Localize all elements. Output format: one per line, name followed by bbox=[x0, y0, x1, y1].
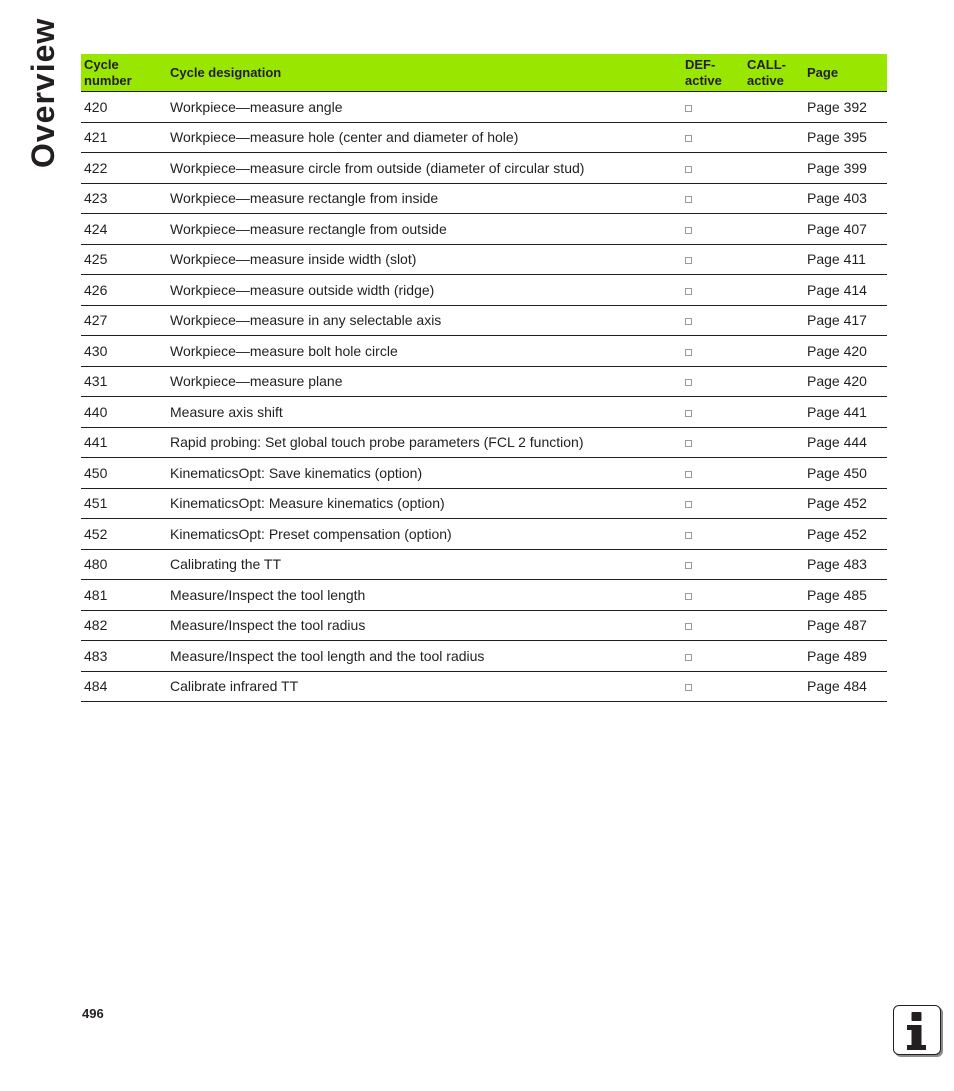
cycle-number: 425 bbox=[81, 244, 167, 275]
def-active-marker-icon bbox=[685, 654, 692, 661]
cycle-designation: KinematicsOpt: Preset compensation (option) bbox=[167, 519, 682, 550]
cycle-designation: Measure/Inspect the tool length and the tool radius bbox=[167, 641, 682, 672]
cycle-number: 450 bbox=[81, 458, 167, 489]
cycle-number: 451 bbox=[81, 488, 167, 519]
page-reference: Page 489 bbox=[804, 641, 887, 672]
def-active-cell bbox=[682, 519, 744, 550]
cycle-designation: Measure/Inspect the tool radius bbox=[167, 610, 682, 641]
def-active-cell bbox=[682, 153, 744, 184]
page-reference: Page 483 bbox=[804, 549, 887, 580]
cycle-designation: Workpiece—measure hole (center and diameter of hole) bbox=[167, 122, 682, 153]
table-row bbox=[81, 183, 887, 214]
table-row bbox=[81, 580, 887, 611]
table-row bbox=[81, 458, 887, 489]
cycle-number: 483 bbox=[81, 641, 167, 672]
table-row bbox=[81, 671, 887, 702]
cycle-designation: Workpiece—measure rectangle from inside bbox=[167, 183, 682, 214]
cycle-designation: Workpiece—measure plane bbox=[167, 366, 682, 397]
def-active-cell bbox=[682, 305, 744, 336]
page-number: 496 bbox=[82, 1006, 104, 1021]
call-active-cell bbox=[744, 641, 804, 672]
call-active-cell bbox=[744, 427, 804, 458]
def-active-cell bbox=[682, 336, 744, 367]
cycle-designation: Workpiece—measure outside width (ridge) bbox=[167, 275, 682, 306]
page-reference: Page 420 bbox=[804, 366, 887, 397]
table-header-row bbox=[81, 54, 887, 92]
cycle-number: 440 bbox=[81, 397, 167, 428]
def-active-marker-icon bbox=[685, 318, 692, 325]
def-active-cell bbox=[682, 549, 744, 580]
cycle-designation: Workpiece—measure bolt hole circle bbox=[167, 336, 682, 367]
call-active-cell bbox=[744, 244, 804, 275]
header-page: Page bbox=[804, 54, 887, 92]
def-active-cell bbox=[682, 244, 744, 275]
page-reference: Page 444 bbox=[804, 427, 887, 458]
cycle-designation: Workpiece—measure inside width (slot) bbox=[167, 244, 682, 275]
call-active-cell bbox=[744, 488, 804, 519]
cycle-designation: Workpiece—measure rectangle from outside bbox=[167, 214, 682, 245]
call-active-cell bbox=[744, 183, 804, 214]
call-active-cell bbox=[744, 122, 804, 153]
cycle-number: 452 bbox=[81, 519, 167, 550]
cycle-designation: Workpiece—measure circle from outside (diameter of circular stud) bbox=[167, 153, 682, 184]
table-row bbox=[81, 397, 887, 428]
call-active-cell bbox=[744, 153, 804, 184]
cycle-designation: KinematicsOpt: Measure kinematics (option) bbox=[167, 488, 682, 519]
page-reference: Page 395 bbox=[804, 122, 887, 153]
table-row bbox=[81, 275, 887, 306]
def-active-marker-icon bbox=[685, 135, 692, 142]
call-active-cell bbox=[744, 671, 804, 702]
page-reference: Page 392 bbox=[804, 92, 887, 123]
table-row bbox=[81, 519, 887, 550]
cycle-number: 482 bbox=[81, 610, 167, 641]
page-reference: Page 399 bbox=[804, 153, 887, 184]
def-active-marker-icon bbox=[685, 196, 692, 203]
cycle-number: 431 bbox=[81, 366, 167, 397]
cycle-number: 422 bbox=[81, 153, 167, 184]
table-row bbox=[81, 427, 887, 458]
cycle-number: 484 bbox=[81, 671, 167, 702]
cycle-number: 420 bbox=[81, 92, 167, 123]
cycle-number: 421 bbox=[81, 122, 167, 153]
call-active-cell bbox=[744, 336, 804, 367]
page-reference: Page 485 bbox=[804, 580, 887, 611]
page-reference: Page 403 bbox=[804, 183, 887, 214]
def-active-cell bbox=[682, 275, 744, 306]
cycle-designation: Measure axis shift bbox=[167, 397, 682, 428]
cycle-designation: Workpiece—measure in any selectable axis bbox=[167, 305, 682, 336]
def-active-cell bbox=[682, 122, 744, 153]
def-active-marker-icon bbox=[685, 501, 692, 508]
table-row bbox=[81, 366, 887, 397]
table-row bbox=[81, 305, 887, 336]
def-active-marker-icon bbox=[685, 105, 692, 112]
call-active-cell bbox=[744, 519, 804, 550]
def-active-cell bbox=[682, 397, 744, 428]
call-active-cell bbox=[744, 366, 804, 397]
table-row bbox=[81, 153, 887, 184]
def-active-marker-icon bbox=[685, 440, 692, 447]
table-row bbox=[81, 610, 887, 641]
cycle-designation: Workpiece—measure angle bbox=[167, 92, 682, 123]
call-active-cell bbox=[744, 275, 804, 306]
page-reference: Page 484 bbox=[804, 671, 887, 702]
def-active-cell bbox=[682, 488, 744, 519]
page-reference: Page 417 bbox=[804, 305, 887, 336]
def-active-cell bbox=[682, 641, 744, 672]
cycle-number: 427 bbox=[81, 305, 167, 336]
header-cycle-designation: Cycle designation bbox=[167, 54, 682, 92]
call-active-cell bbox=[744, 397, 804, 428]
def-active-marker-icon bbox=[685, 471, 692, 478]
call-active-cell bbox=[744, 458, 804, 489]
call-active-cell bbox=[744, 580, 804, 611]
cycle-number: 423 bbox=[81, 183, 167, 214]
page-reference: Page 452 bbox=[804, 519, 887, 550]
call-active-cell bbox=[744, 92, 804, 123]
call-active-cell bbox=[744, 549, 804, 580]
page-reference: Page 487 bbox=[804, 610, 887, 641]
header-def-active: DEF- active bbox=[682, 54, 744, 92]
call-active-cell bbox=[744, 214, 804, 245]
def-active-marker-icon bbox=[685, 623, 692, 630]
cycle-number: 480 bbox=[81, 549, 167, 580]
table-row bbox=[81, 641, 887, 672]
info-glyph bbox=[894, 1006, 940, 1054]
def-active-marker-icon bbox=[685, 410, 692, 417]
page-reference: Page 414 bbox=[804, 275, 887, 306]
table-row bbox=[81, 549, 887, 580]
def-active-cell bbox=[682, 610, 744, 641]
page-reference: Page 441 bbox=[804, 397, 887, 428]
def-active-cell bbox=[682, 92, 744, 123]
cycle-designation: Measure/Inspect the tool length bbox=[167, 580, 682, 611]
def-active-cell bbox=[682, 214, 744, 245]
table-row bbox=[81, 122, 887, 153]
def-active-marker-icon bbox=[685, 288, 692, 295]
table-row bbox=[81, 336, 887, 367]
cycle-number: 441 bbox=[81, 427, 167, 458]
table-row bbox=[81, 214, 887, 245]
page-reference: Page 450 bbox=[804, 458, 887, 489]
def-active-cell bbox=[682, 580, 744, 611]
call-active-cell bbox=[744, 305, 804, 336]
table-row bbox=[81, 488, 887, 519]
cycle-designation: Calibrate infrared TT bbox=[167, 671, 682, 702]
def-active-marker-icon bbox=[685, 532, 692, 539]
header-call-active: CALL- active bbox=[744, 54, 804, 92]
def-active-marker-icon bbox=[685, 562, 692, 569]
cycle-number: 426 bbox=[81, 275, 167, 306]
def-active-marker-icon bbox=[685, 379, 692, 386]
table-row bbox=[81, 244, 887, 275]
def-active-marker-icon bbox=[685, 349, 692, 356]
cycle-designation: Rapid probing: Set global touch probe parameters (FCL 2 function) bbox=[167, 427, 682, 458]
def-active-cell bbox=[682, 458, 744, 489]
cycle-number: 424 bbox=[81, 214, 167, 245]
def-active-cell bbox=[682, 366, 744, 397]
cycle-designation: Calibrating the TT bbox=[167, 549, 682, 580]
cycle-number: 430 bbox=[81, 336, 167, 367]
page-reference: Page 407 bbox=[804, 214, 887, 245]
table-row bbox=[81, 92, 887, 123]
header-cycle-number: Cycle number bbox=[81, 54, 167, 92]
page-reference: Page 420 bbox=[804, 336, 887, 367]
page-reference: Page 411 bbox=[804, 244, 887, 275]
def-active-marker-icon bbox=[685, 227, 692, 234]
cycle-number: 481 bbox=[81, 580, 167, 611]
def-active-cell bbox=[682, 183, 744, 214]
def-active-marker-icon bbox=[685, 593, 692, 600]
side-title: Overview bbox=[25, 17, 61, 168]
def-active-marker-icon bbox=[685, 257, 692, 264]
def-active-cell bbox=[682, 671, 744, 702]
info-icon[interactable] bbox=[893, 1005, 941, 1055]
call-active-cell bbox=[744, 610, 804, 641]
def-active-cell bbox=[682, 427, 744, 458]
page-reference: Page 452 bbox=[804, 488, 887, 519]
cycle-overview-table bbox=[81, 54, 887, 702]
def-active-marker-icon bbox=[685, 684, 692, 691]
cycle-designation: KinematicsOpt: Save kinematics (option) bbox=[167, 458, 682, 489]
def-active-marker-icon bbox=[685, 166, 692, 173]
